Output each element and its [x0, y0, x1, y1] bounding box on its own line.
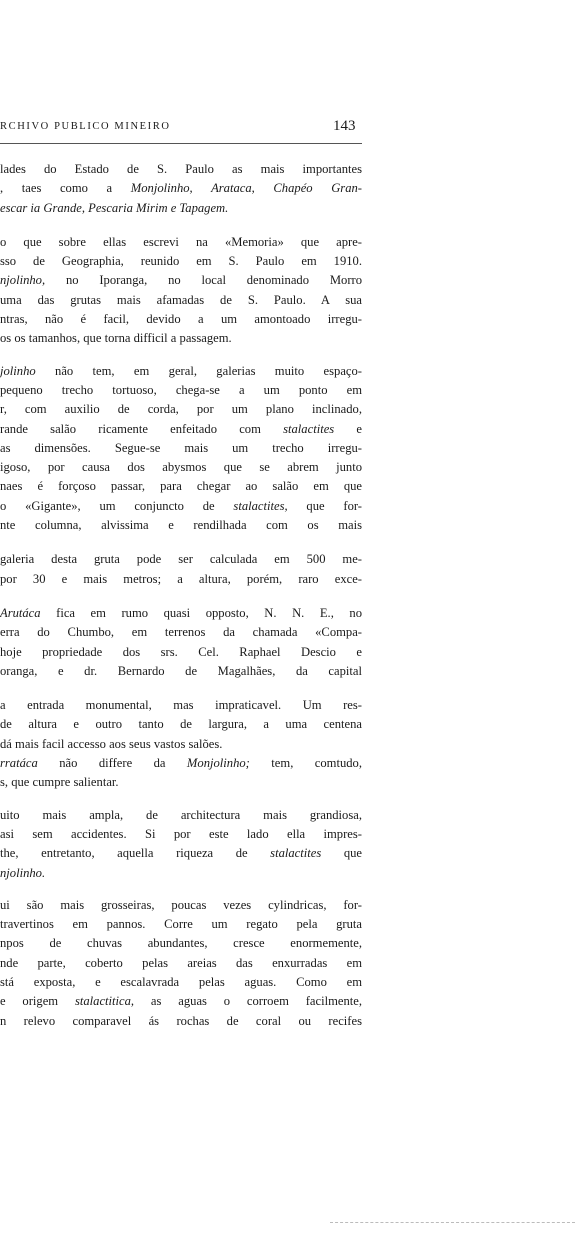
body-text — [0, 160, 375, 1031]
text-line — [0, 1012, 362, 1031]
text-line — [0, 934, 362, 953]
text-run: igoso, por causa dos abysmos que se abrem junto — [0, 460, 362, 475]
paragraph — [0, 696, 375, 792]
text-run: que for- — [287, 498, 362, 513]
text-run: galeria desta gruta pode ser calculada em 500 me- — [0, 552, 362, 567]
text-run: asi sem accidentes. Si por este lado ella impres- — [0, 826, 362, 841]
text-line — [0, 715, 362, 734]
scan-edge-mark — [330, 1222, 575, 1223]
text-line — [0, 915, 362, 934]
text-run: uma das grutas mais afamadas de S. Paulo. A sua — [0, 292, 362, 307]
text-line — [0, 735, 362, 754]
text-run: não tem, em geral, galerias muito espaço- — [35, 363, 362, 378]
page-number: 143 — [333, 118, 356, 134]
text-line — [0, 362, 362, 381]
text-line — [0, 458, 362, 477]
text-line — [0, 973, 362, 992]
italic-run: Monjolinho; — [186, 756, 250, 771]
text-run: por 30 e mais metros; a altura, porém, raro exce- — [0, 571, 362, 586]
text-run: os os tamanhos, que torna difficil a passagem. — [0, 331, 232, 346]
text-run: não differe da — [37, 756, 187, 771]
running-head — [0, 118, 360, 140]
text-run: lades do Estado de S. Paulo as mais importantes — [0, 162, 362, 176]
text-run: as dimensões. Segue-se mais um trecho irregu- — [0, 440, 362, 455]
text-run: ntras, não é facil, devido a um amontoado irregu- — [0, 312, 362, 327]
italic-run: jolinho — [0, 363, 36, 378]
italic-run: Monjolinho, Arataca, Chapéo Gran- — [130, 181, 362, 196]
text-line — [0, 864, 362, 883]
paragraph — [0, 604, 375, 681]
text-line — [0, 623, 362, 642]
header-rule — [0, 143, 362, 144]
text-run: a entrada monumental, mas impraticavel. Um res- — [0, 698, 362, 713]
italic-run: Arutáca — [0, 605, 41, 620]
text-line — [0, 696, 362, 715]
text-line — [0, 550, 362, 569]
italic-run: njolinho, — [0, 273, 46, 288]
text-run: r, com auxilio de corda, por um plano inclinado, — [0, 402, 362, 417]
paragraph — [0, 362, 375, 536]
running-head-title: RCHIVO PUBLICO MINEIRO — [0, 121, 171, 132]
text-run: nde parte, coberto pelas areias das enxurradas em — [0, 955, 362, 970]
italic-run: rratáca — [0, 756, 38, 771]
italic-run: stalactites — [270, 846, 322, 861]
text-line — [0, 497, 362, 516]
text-run: the, entretanto, aquella riqueza de — [0, 846, 271, 861]
text-run: travertinos em pannos. Corre um regato pela gruta — [0, 917, 362, 932]
text-run: de altura e outro tanto de largura, a uma centena — [0, 717, 362, 732]
text-line — [0, 604, 362, 623]
text-run: rande salão ricamente enfeitado com — [0, 421, 284, 436]
text-run: o que sobre ellas escrevi na «Memoria» que apre- — [0, 234, 362, 249]
text-line — [0, 439, 362, 458]
text-line — [0, 291, 362, 310]
text-line — [0, 199, 362, 218]
paragraph — [0, 550, 375, 589]
text-line — [0, 160, 362, 179]
text-run: e origem — [0, 994, 75, 1009]
text-line — [0, 252, 362, 271]
text-run: as aguas o corroem facilmente, — [134, 994, 362, 1009]
text-line — [0, 896, 362, 915]
text-line — [0, 310, 362, 329]
italic-run: escar ia Grande, Pescaria Mirim e Tapagem. — [0, 200, 229, 215]
text-run: n relevo comparavel ás rochas de coral ou recifes — [0, 1013, 362, 1028]
italic-run: stalactitica, — [74, 994, 135, 1009]
text-run: s, que cumpre salientar. — [0, 775, 119, 790]
paragraph — [0, 233, 375, 349]
text-line — [0, 570, 362, 589]
text-run: fica em rumo quasi opposto, N. N. E., no — [40, 605, 362, 620]
text-run: erra do Chumbo, em terrenos da chamada «Compa- — [0, 625, 362, 640]
paragraph — [0, 896, 375, 1031]
italic-run: njolinho. — [0, 865, 46, 880]
text-line — [0, 400, 362, 419]
text-run: que — [321, 846, 362, 861]
text-line — [0, 806, 362, 825]
text-run: o «Gigante», um conjuncto de — [0, 498, 234, 513]
text-run: npos de chuvas abundantes, cresce enormemente, — [0, 936, 362, 951]
text-run: nte columna, alvissima e rendilhada com os mais — [0, 518, 362, 533]
text-line — [0, 643, 362, 662]
italic-run: stalactites, — [233, 498, 288, 513]
paragraph — [0, 160, 375, 218]
text-line — [0, 773, 362, 792]
text-line — [0, 233, 362, 252]
text-run: stá exposta, e escalavrada pelas aguas. Como em — [0, 974, 362, 989]
text-line — [0, 477, 362, 496]
text-run: no Iporanga, no local denominado Morro — [45, 273, 362, 288]
text-line — [0, 381, 362, 400]
text-run: sso de Geographia, reunido em S. Paulo em 1910. — [0, 254, 362, 269]
paragraph — [0, 806, 375, 883]
text-line — [0, 516, 362, 535]
text-line — [0, 271, 362, 290]
text-line — [0, 825, 362, 844]
text-run: ui são mais grosseiras, poucas vezes cylindricas, for- — [0, 897, 362, 912]
text-line — [0, 662, 362, 681]
text-line — [0, 844, 362, 863]
text-run: e — [334, 421, 362, 436]
text-run: dá mais facil accesso aos seus vastos salões. — [0, 736, 223, 751]
text-line — [0, 179, 362, 198]
text-line — [0, 992, 362, 1011]
text-run: tem, comtudo, — [249, 756, 362, 771]
text-line — [0, 754, 362, 773]
text-line — [0, 329, 362, 348]
text-run: uito mais ampla, de architectura mais grandiosa, — [0, 807, 362, 822]
text-line — [0, 954, 362, 973]
italic-run: stalactites — [283, 421, 335, 436]
text-run: hoje propriedade dos srs. Cel. Raphael Descio e — [0, 644, 362, 659]
text-run: pequeno trecho tortuoso, chega-se a um ponto em — [0, 382, 362, 397]
text-run: oranga, e dr. Bernardo de Magalhães, da capital — [0, 663, 362, 678]
text-line — [0, 420, 362, 439]
text-run: , taes como a — [0, 181, 131, 196]
text-run: naes é forçoso passar, para chegar ao salão em que — [0, 479, 362, 494]
